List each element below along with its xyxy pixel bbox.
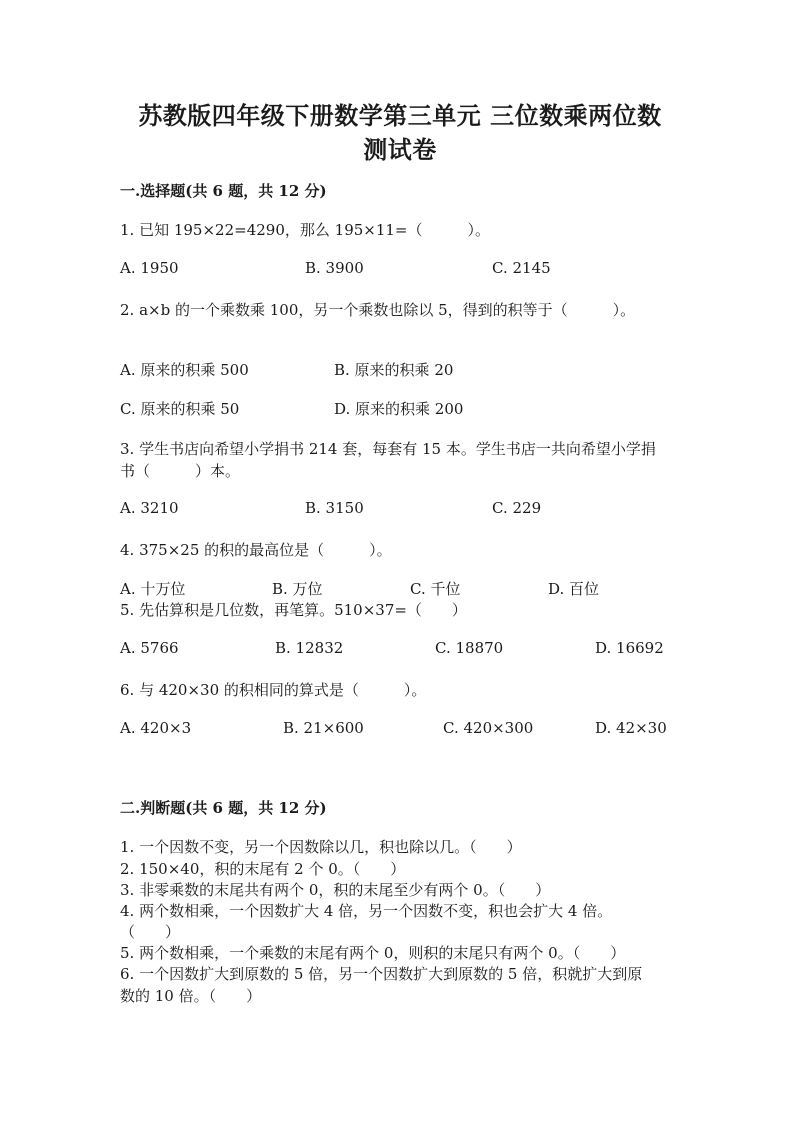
- q4-option-c: C. 千位: [410, 580, 461, 598]
- question-3-line-1: 3. 学生书店向希望小学捐书 214 套，每套有 15 本。学生书店一共向希望小学捐: [120, 440, 656, 458]
- judgment-4-line-1: 4. 两个数相乘，一个因数扩大 4 倍，另一个因数不变，积也会扩大 4 倍。: [120, 902, 613, 920]
- q5-option-c: C. 18870: [435, 639, 504, 657]
- q2-option-b: B. 原来的积乘 20: [334, 361, 454, 379]
- title-line-1: 苏教版四年级下册数学第三单元 三位数乘两位数: [138, 101, 662, 130]
- judgment-2: 2. 150×40，积的末尾有 2 个 0。（ ）: [120, 860, 406, 878]
- judgment-6-line-1: 6. 一个因数扩大到原数的 5 倍，另一个因数扩大到原数的 5 倍，积就扩大到原: [120, 965, 643, 983]
- q5-option-b: B. 12832: [275, 639, 344, 657]
- question-4: 4. 375×25 的积的最高位是（ ）。: [120, 541, 392, 559]
- q4-option-b: B. 万位: [272, 580, 323, 598]
- question-6: 6. 与 420×30 的积相同的算式是（ ）。: [120, 681, 427, 699]
- section-heading-choice: 一.选择题(共 6 题，共 12 分): [120, 182, 327, 200]
- question-5: 5. 先估算积是几位数，再笔算。510×37=（ ）: [120, 601, 467, 619]
- judgment-5: 5. 两个数相乘，一个乘数的末尾有两个 0，则积的末尾只有两个 0。（ ）: [120, 944, 626, 962]
- judgment-1: 1. 一个因数不变，另一个因数除以几，积也除以几。（ ）: [120, 838, 522, 856]
- q3-option-c: C. 229: [492, 499, 542, 517]
- q4-option-a: A. 十万位: [120, 580, 186, 598]
- q3-option-b: B. 3150: [305, 499, 364, 517]
- title-line-2: 测试卷: [363, 135, 437, 164]
- q3-option-a: A. 3210: [120, 499, 179, 517]
- q5-option-a: A. 5766: [120, 639, 179, 657]
- q6-option-d: D. 42×30: [595, 719, 667, 737]
- question-3-line-2: 书（ ）本。: [120, 462, 241, 480]
- judgment-4-line-2: （ ）: [120, 923, 181, 941]
- q6-option-b: B. 21×600: [283, 719, 364, 737]
- section-heading-judgment: 二.判断题(共 6 题，共 12 分): [120, 799, 327, 817]
- q4-option-d: D. 百位: [548, 580, 600, 598]
- q6-option-c: C. 420×300: [443, 719, 534, 737]
- judgment-6-line-2: 数的 10 倍。（ ）: [120, 987, 262, 1005]
- q6-option-a: A. 420×3: [120, 719, 192, 737]
- judgment-3: 3. 非零乘数的末尾共有两个 0，积的末尾至少有两个 0。（ ）: [120, 881, 551, 899]
- q2-option-a: A. 原来的积乘 500: [120, 361, 249, 379]
- q2-option-c: C. 原来的积乘 50: [120, 400, 240, 418]
- question-2: 2. a×b 的一个乘数乘 100，另一个乘数也除以 5，得到的积等于（ ）。: [120, 301, 636, 319]
- q1-option-b: B. 3900: [305, 259, 364, 277]
- q1-option-a: A. 1950: [120, 259, 179, 277]
- q1-option-c: C. 2145: [492, 259, 551, 277]
- q5-option-d: D. 16692: [595, 639, 664, 657]
- question-1: 1. 已知 195×22=4290，那么 195×11=（ ）。: [120, 221, 490, 239]
- q2-option-d: D. 原来的积乘 200: [334, 400, 464, 418]
